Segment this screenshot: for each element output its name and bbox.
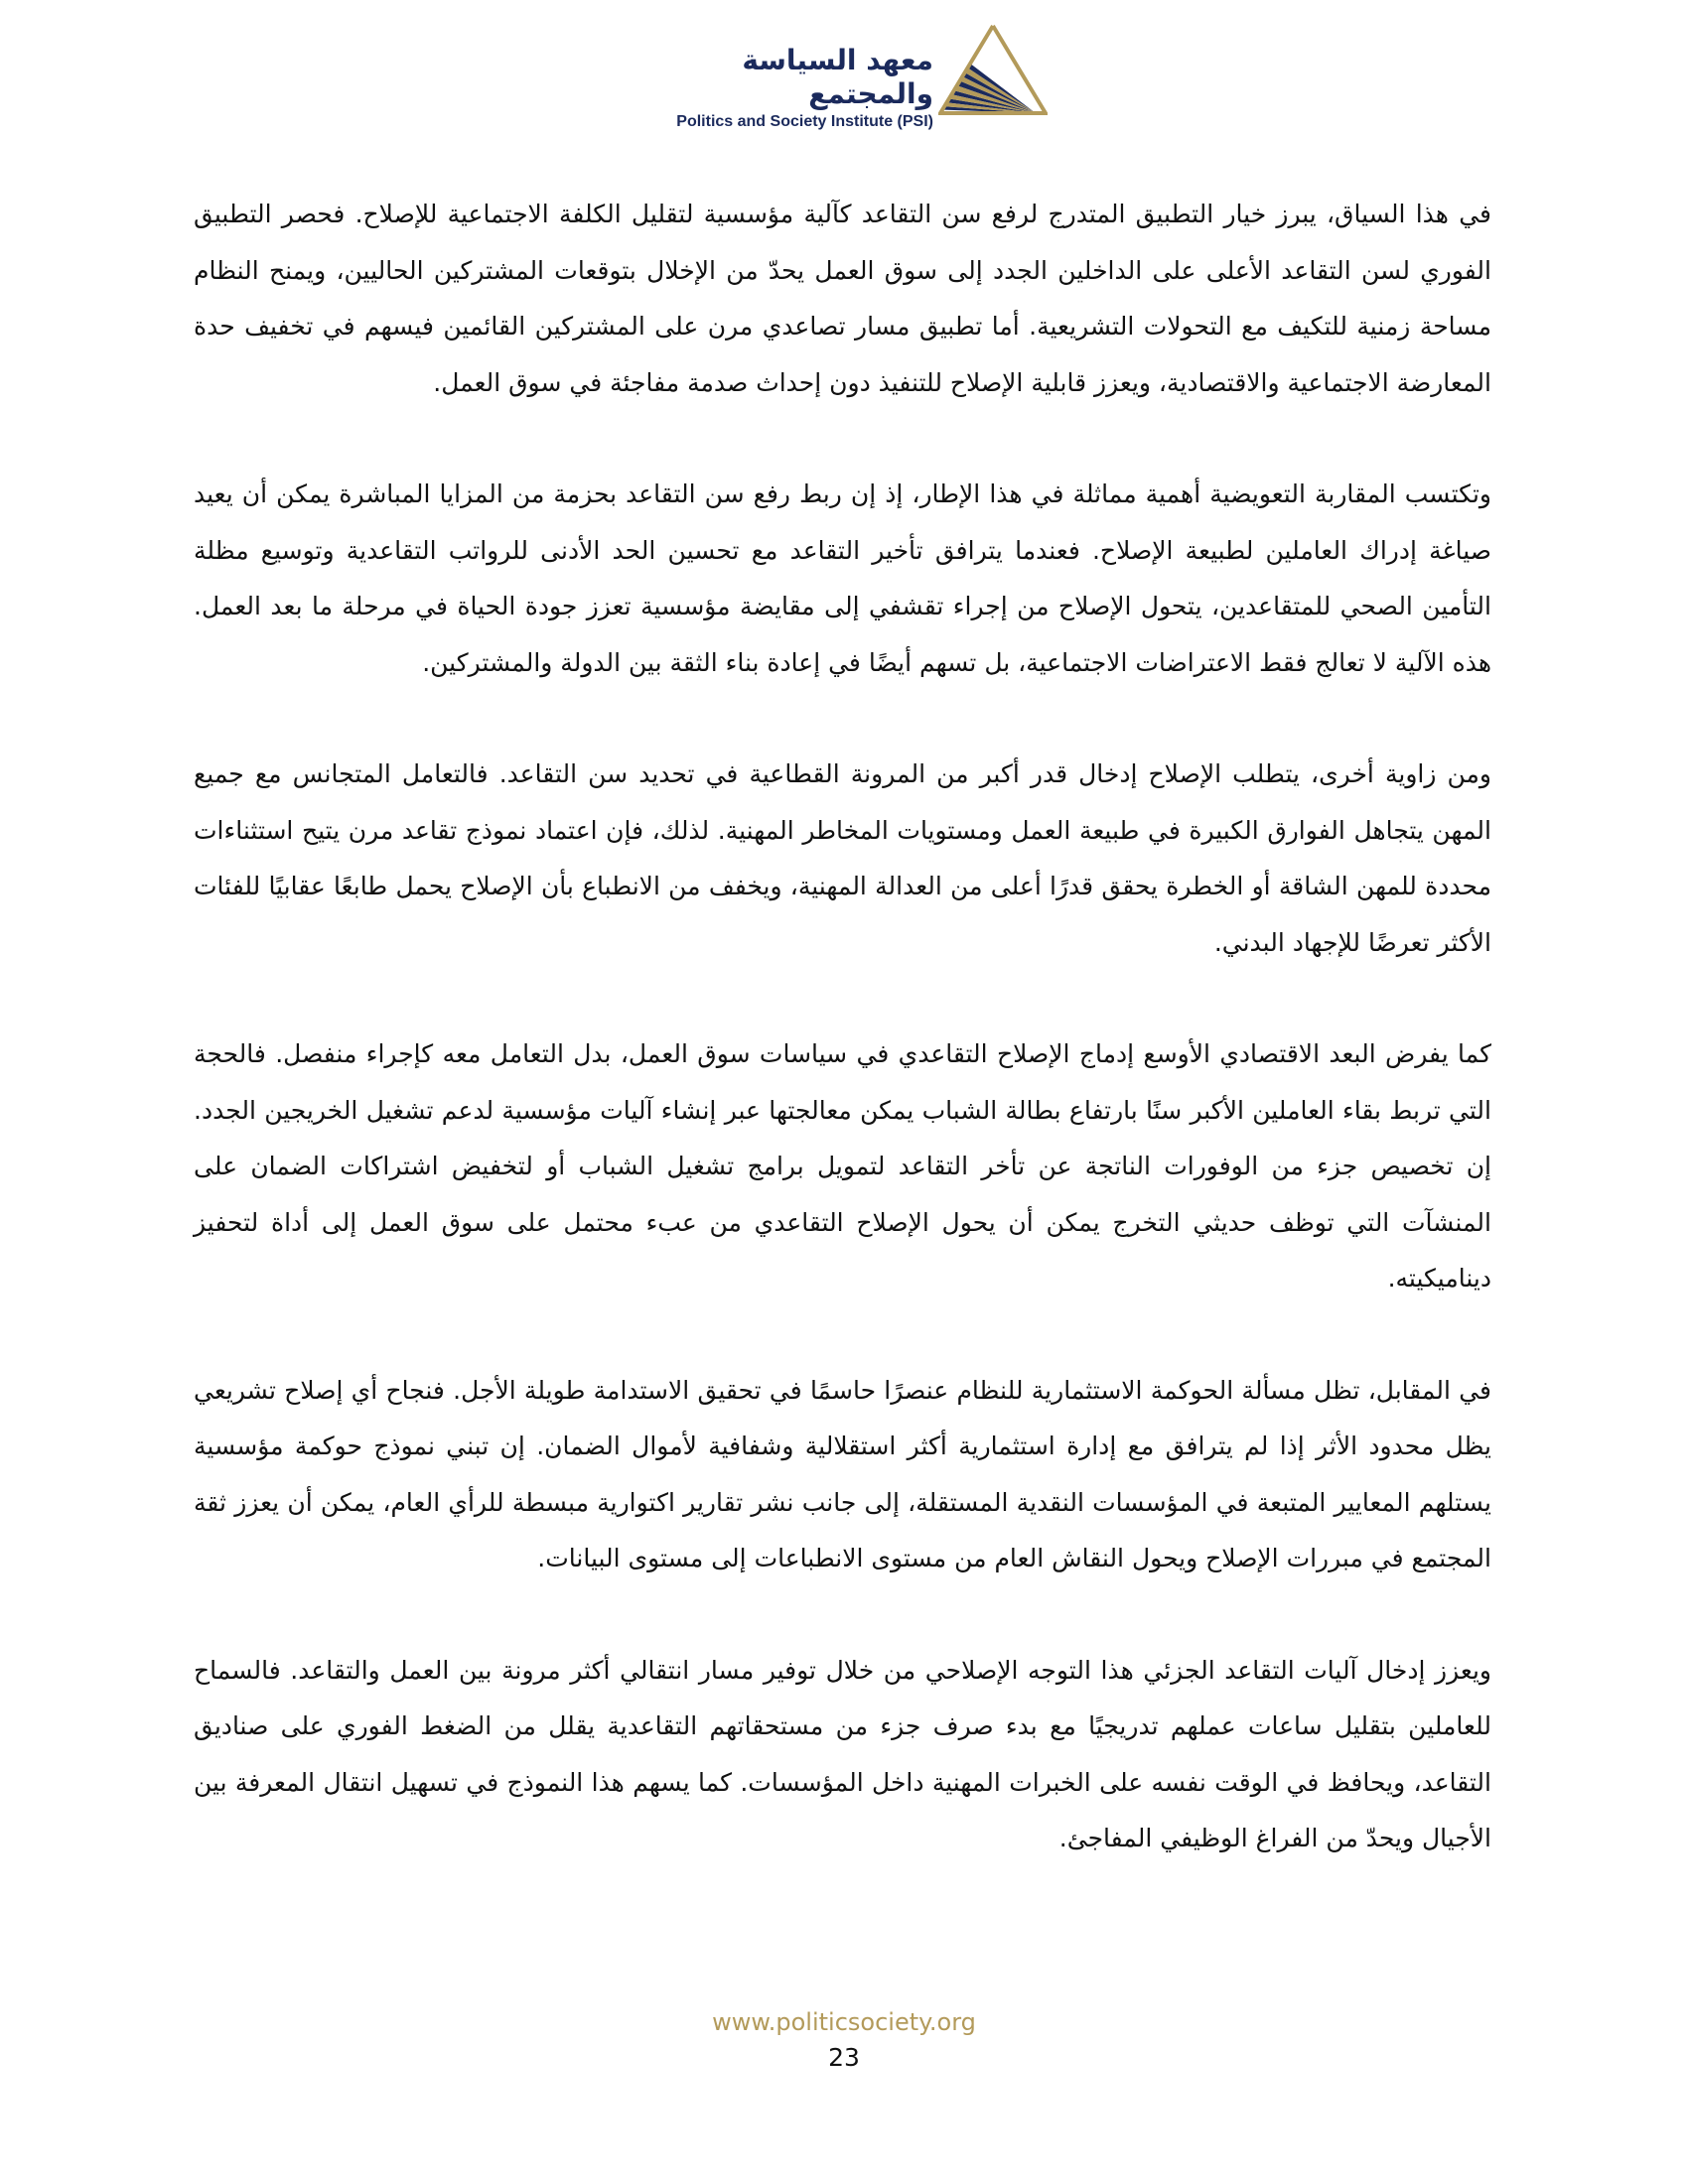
psi-triangle-logo-icon bbox=[938, 24, 1048, 115]
paragraph-2: وتكتسب المقاربة التعويضية أهمية مماثلة في هذا الإطار، إذ إن ربط رفع سن التقاعد بحزمة من المزايا المباشرة يمكن أن يعيد صياغة إدراك العاملين لطبيعة الإصلاح. فعندما يترافق تأخير التقاعد مع تحسين الحد الأدنى للرواتب التقاعدية وتوسيع مظلة التأمين الصحي للمتقاعدين، يتحول الإصلاح من إجراء تقشفي إلى مقايضة مؤسسية تعزز جودة الحياة في مرحلة ما بعد العمل. هذه الآلية لا تعالج فقط الاعتراضات الاجتماعية، بل تسهم أيضًا في إعادة بناء الثقة بين الدولة والمشتركين. bbox=[194, 479, 1491, 677]
page-footer bbox=[0, 2005, 1688, 2077]
article-body bbox=[194, 187, 1491, 1923]
page-header bbox=[626, 24, 1062, 130]
page-number: 23 bbox=[828, 2043, 860, 2072]
website-link[interactable]: www.politicsociety.org bbox=[712, 2008, 976, 2036]
paragraph-1: في هذا السياق، يبرز خيار التطبيق المتدرج لرفع سن التقاعد كآلية مؤسسية لتقليل الكلفة الاجتماعية للإصلاح. فحصر التطبيق الفوري لسن التقاعد الأعلى على الداخلين الجدد إلى سوق العمل يحدّ من الإخلال بتوقعات المشتركين الحاليين، ويمنح النظام مساحة زمنية للتكيف مع التحولات التشريعية. أما تطبيق مسار تصاعدي مرن على المشتركين القائمين فيسهم في تخفيف حدة المعارضة الاجتماعية والاقتصادية، ويعزز قابلية الإصلاح للتنفيذ دون إحداث صدمة مفاجئة في سوق العمل. bbox=[194, 200, 1491, 397]
institute-name bbox=[635, 44, 933, 133]
institute-name-english: Politics and Society Institute (PSI) bbox=[676, 113, 933, 130]
paragraph-3: ومن زاوية أخرى، يتطلب الإصلاح إدخال قدر أكبر من المرونة القطاعية في تحديد سن التقاعد. فالتعامل المتجانس مع جميع المهن يتجاهل الفوارق الكبيرة في طبيعة العمل ومستويات المخاطر المهنية. لذلك، فإن اعتماد نموذج تقاعد مرن يتيح استثناءات محددة للمهن الشاقة أو الخطرة يحقق قدرًا أعلى من العدالة المهنية، ويخفف من الانطباع بأن الإصلاح يحمل طابعًا عقابيًا للفئات الأكثر تعرضًا للإجهاد البدني. bbox=[194, 759, 1491, 957]
paragraph-6: ويعزز إدخال آليات التقاعد الجزئي هذا التوجه الإصلاحي من خلال توفير مسار انتقالي أكثر مرونة بين العمل والتقاعد. فالسماح للعاملين بتقليل ساعات عملهم تدريجيًا مع بدء صرف جزء من مستحقاتهم التقاعدية يقلل من الضغط الفوري على صناديق التقاعد، ويحافظ في الوقت نفسه على الخبرات المهنية داخل المؤسسات. كما يسهم هذا النموذج في تسهيل انتقال المعرفة بين الأجيال ويحدّ من الفراغ الوظيفي المفاجئ. bbox=[194, 1655, 1491, 1852]
paragraph-5: في المقابل، تظل مسألة الحوكمة الاستثمارية للنظام عنصرًا حاسمًا في تحقيق الاستدامة طويلة الأجل. فنجاح أي إصلاح تشريعي يظل محدود الأثر إذا لم يترافق مع إدارة استثمارية أكثر استقلالية وشفافية لأموال الضمان. إن تبني نموذج حوكمة مؤسسية يستلهم المعايير المتبعة في المؤسسات النقدية المستقلة، إلى جانب نشر تقارير اكتوارية مبسطة للرأي العام، يمكن أن يعزز ثقة المجتمع في مبررات الإصلاح ويحول النقاش العام من مستوى الانطباعات إلى مستوى البيانات. bbox=[194, 1375, 1491, 1572]
institute-name-arabic: معهد السياسة والمجتمع bbox=[742, 44, 933, 110]
paragraph-4: كما يفرض البعد الاقتصادي الأوسع إدماج الإصلاح التقاعدي في سياسات سوق العمل، بدل التعامل معه كإجراء منفصل. فالحجة التي تربط بقاء العاملين الأكبر سنًا بارتفاع بطالة الشباب يمكن معالجتها عبر إنشاء آليات مؤسسية لدعم تشغيل الخريجين الجدد. إن تخصيص جزء من الوفورات الناتجة عن تأخر التقاعد لتمويل برامج تشغيل الشباب أو لتخفيض اشتراكات الضمان على المنشآت التي توظف حديثي التخرج يمكن أن يحول الإصلاح التقاعدي من عبء محتمل على سوق العمل إلى أداة لتحفيز ديناميكيته. bbox=[194, 1039, 1491, 1293]
